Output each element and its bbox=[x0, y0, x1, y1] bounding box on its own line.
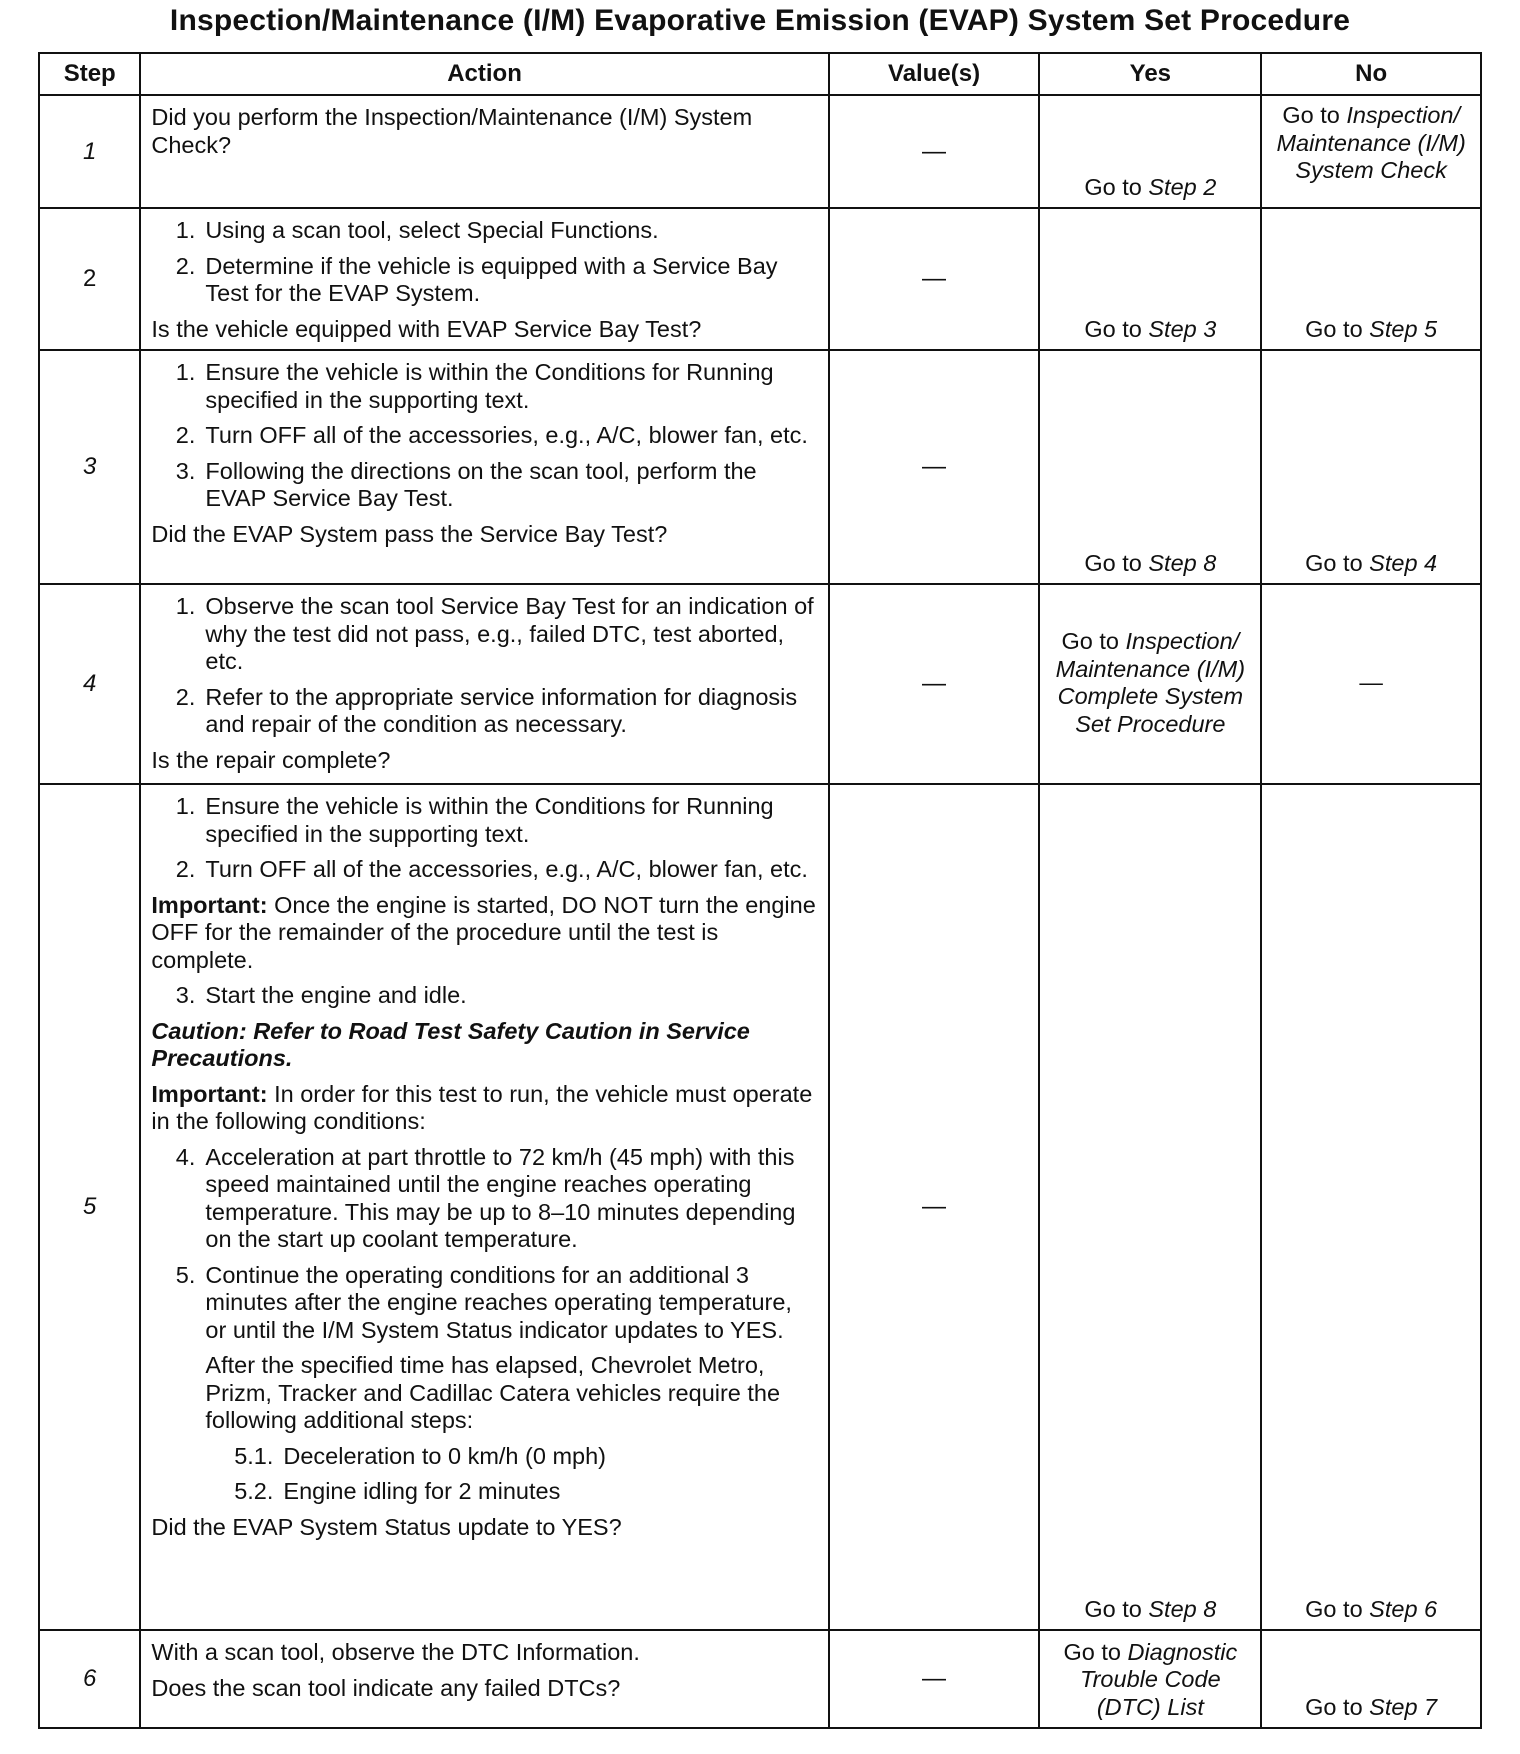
step-number: 3 bbox=[39, 350, 140, 584]
action-item bbox=[151, 793, 817, 848]
step-number: 4 bbox=[39, 584, 140, 784]
yes-cell bbox=[1039, 1630, 1261, 1728]
step-number: 5 bbox=[39, 784, 140, 1630]
value-cell: — bbox=[829, 208, 1040, 350]
action-item bbox=[151, 1144, 817, 1254]
item-number: 2. bbox=[175, 856, 196, 882]
item-text: Deceleration to 0 km/h (0 mph) bbox=[283, 1442, 606, 1469]
action-question: Did you perform the Inspection/Maintenance (I/M) System Check? bbox=[151, 104, 753, 158]
action-question: Does the scan tool indicate any failed DTCs? bbox=[151, 1674, 621, 1701]
action-cell bbox=[140, 95, 828, 208]
yes-cell bbox=[1039, 208, 1261, 350]
table-row bbox=[39, 584, 1481, 784]
header-no: No bbox=[1261, 53, 1481, 95]
item-text: Following the directions on the scan tool, perform the EVAP Service Bay Test. bbox=[205, 457, 757, 511]
item-text: Refer to the appropriate service information for diagnosis and repair of the condition as necessary. bbox=[205, 683, 798, 737]
important-label: Important: bbox=[151, 891, 268, 918]
item-number: 3. bbox=[175, 982, 196, 1008]
no-target: Step 5 bbox=[1369, 315, 1438, 342]
yes-cell bbox=[1039, 95, 1261, 208]
action-cell bbox=[140, 584, 828, 784]
value-cell: — bbox=[829, 584, 1040, 784]
yes-target: Step 8 bbox=[1148, 549, 1217, 576]
header-value: Value(s) bbox=[829, 53, 1040, 95]
header-action: Action bbox=[140, 53, 828, 95]
action-question: Is the repair complete? bbox=[151, 746, 391, 773]
item-text: Turn OFF all of the accessories, e.g., A/C, blower fan, etc. bbox=[205, 422, 808, 448]
action-item bbox=[151, 982, 817, 1010]
table-header-row bbox=[39, 53, 1481, 95]
no-target: Step 7 bbox=[1369, 1693, 1438, 1720]
item-text: Determine if the vehicle is equipped with a Service Bay Test for the EVAP System. bbox=[205, 252, 778, 306]
value-cell: — bbox=[829, 1630, 1040, 1728]
yes-cell bbox=[1039, 350, 1261, 584]
yes-target: Step 3 bbox=[1148, 315, 1217, 342]
action-item bbox=[151, 856, 817, 884]
item-number: 1. bbox=[175, 793, 196, 819]
action-item bbox=[151, 253, 817, 308]
item-text: Ensure the vehicle is within the Conditions for Running specified in the supporting text. bbox=[205, 359, 774, 413]
item-number: 5. bbox=[175, 1261, 196, 1288]
after-text: After the specified time has elapsed, Chevrolet Metro, Prizm, Tracker and Cadillac Catera vehicles require the following additional steps: bbox=[205, 1352, 781, 1433]
sub-item bbox=[151, 1478, 817, 1506]
item-number: 1. bbox=[175, 359, 196, 385]
goto-label: Go to bbox=[1305, 315, 1363, 342]
yes-target: Step 2 bbox=[1148, 173, 1217, 200]
no-target: Inspection/ Maintenance (I/M) System Check bbox=[1276, 102, 1466, 183]
important-text: Once the engine is started, DO NOT turn the engine OFF for the remainder of the procedure until the test is complete. bbox=[151, 891, 816, 973]
item-number: 2. bbox=[175, 422, 196, 448]
item-text: Ensure the vehicle is within the Conditions for Running specified in the supporting text. bbox=[205, 793, 774, 847]
goto-label: Go to bbox=[1305, 1693, 1363, 1720]
item-text: Using a scan tool, select Special Functions. bbox=[205, 217, 659, 243]
important-label: Important: bbox=[151, 1080, 268, 1107]
action-item bbox=[151, 359, 817, 414]
goto-label: Go to bbox=[1084, 315, 1142, 342]
header-yes: Yes bbox=[1039, 53, 1261, 95]
action-question: Did the EVAP System pass the Service Bay Test? bbox=[151, 520, 668, 547]
item-text: Engine idling for 2 minutes bbox=[283, 1478, 561, 1504]
action-line: With a scan tool, observe the DTC Information. bbox=[151, 1639, 640, 1665]
table-row bbox=[39, 95, 1481, 208]
item-number: 4. bbox=[175, 1143, 196, 1170]
important-note bbox=[151, 892, 817, 975]
item-number: 5.1. bbox=[234, 1442, 274, 1469]
no-cell bbox=[1261, 784, 1481, 1630]
item-number: 2. bbox=[175, 252, 196, 279]
header-step: Step bbox=[39, 53, 140, 95]
step-number: 1 bbox=[39, 95, 140, 208]
action-cell bbox=[140, 208, 828, 350]
goto-label: Go to bbox=[1305, 1595, 1363, 1622]
table-row bbox=[39, 784, 1481, 1630]
goto-label: Go to bbox=[1063, 1638, 1121, 1665]
action-cell bbox=[140, 784, 828, 1630]
step-number: 6 bbox=[39, 1630, 140, 1728]
step-number: 2 bbox=[39, 208, 140, 350]
no-cell bbox=[1261, 350, 1481, 584]
action-item bbox=[151, 217, 817, 245]
yes-target: Step 8 bbox=[1148, 1595, 1217, 1622]
action-item bbox=[151, 593, 817, 676]
important-text: In order for this test to run, the vehicle must operate in the following conditions: bbox=[151, 1080, 813, 1134]
sub-item bbox=[151, 1443, 817, 1471]
item-number: 1. bbox=[175, 593, 196, 619]
item-text: Continue the operating conditions for an additional 3 minutes after the engine reaches operating temperature, or until the I/M System Status indicator updates to YES. bbox=[205, 1261, 792, 1343]
no-target: Step 6 bbox=[1369, 1595, 1438, 1622]
goto-label: Go to bbox=[1084, 1595, 1142, 1622]
item-number: 3. bbox=[175, 457, 196, 484]
no-cell: — bbox=[1261, 584, 1481, 784]
no-cell bbox=[1261, 95, 1481, 208]
item-text: Start the engine and idle. bbox=[205, 982, 467, 1008]
value-cell: — bbox=[829, 784, 1040, 1630]
action-item bbox=[151, 684, 817, 739]
table-row bbox=[39, 1630, 1481, 1728]
yes-cell bbox=[1039, 784, 1261, 1630]
item-text: Observe the scan tool Service Bay Test for an indication of why the test did not pass, e.g., failed DTC, test aborted, etc. bbox=[205, 593, 814, 674]
action-item bbox=[151, 1262, 817, 1345]
goto-label: Go to bbox=[1084, 173, 1142, 200]
caution-note: Caution: Refer to Road Test Safety Caution in Service Precautions. bbox=[151, 1017, 750, 1071]
action-question: Did the EVAP System Status update to YES? bbox=[151, 1513, 622, 1540]
action-cell bbox=[140, 1630, 828, 1728]
table-row bbox=[39, 208, 1481, 350]
action-question: Is the vehicle equipped with EVAP Service Bay Test? bbox=[151, 315, 702, 342]
action-item bbox=[151, 458, 817, 513]
procedure-table bbox=[38, 52, 1482, 1729]
value-cell: — bbox=[829, 95, 1040, 208]
value-cell: — bbox=[829, 350, 1040, 584]
goto-label: Go to bbox=[1282, 102, 1340, 128]
item-number: 5.2. bbox=[234, 1478, 274, 1504]
yes-target: Inspection/ Maintenance (I/M) Complete System Set Procedure bbox=[1055, 628, 1246, 737]
no-cell bbox=[1261, 208, 1481, 350]
no-target: Step 4 bbox=[1369, 549, 1438, 576]
yes-target: Diagnostic Trouble Code (DTC) List bbox=[1080, 1638, 1238, 1720]
page-title: Inspection/Maintenance (I/M) Evaporative Emission (EVAP) System Set Procedure bbox=[169, 4, 1351, 37]
important-note bbox=[151, 1081, 817, 1136]
no-cell bbox=[1261, 1630, 1481, 1728]
action-item bbox=[151, 422, 817, 450]
item-text: Acceleration at part throttle to 72 km/h (45 mph) with this speed maintained until the engine reaches operating temperature. This may be up to 8–10 minutes depending on the start up coolant temperature. bbox=[205, 1143, 796, 1252]
item-number: 2. bbox=[175, 683, 196, 710]
goto-label: Go to bbox=[1061, 628, 1119, 654]
item-number: 1. bbox=[175, 217, 196, 243]
action-cell bbox=[140, 350, 828, 584]
table-row bbox=[39, 350, 1481, 584]
goto-label: Go to bbox=[1305, 549, 1363, 576]
yes-cell bbox=[1039, 584, 1261, 784]
item-text: Turn OFF all of the accessories, e.g., A/C, blower fan, etc. bbox=[205, 856, 808, 882]
goto-label: Go to bbox=[1084, 549, 1142, 576]
